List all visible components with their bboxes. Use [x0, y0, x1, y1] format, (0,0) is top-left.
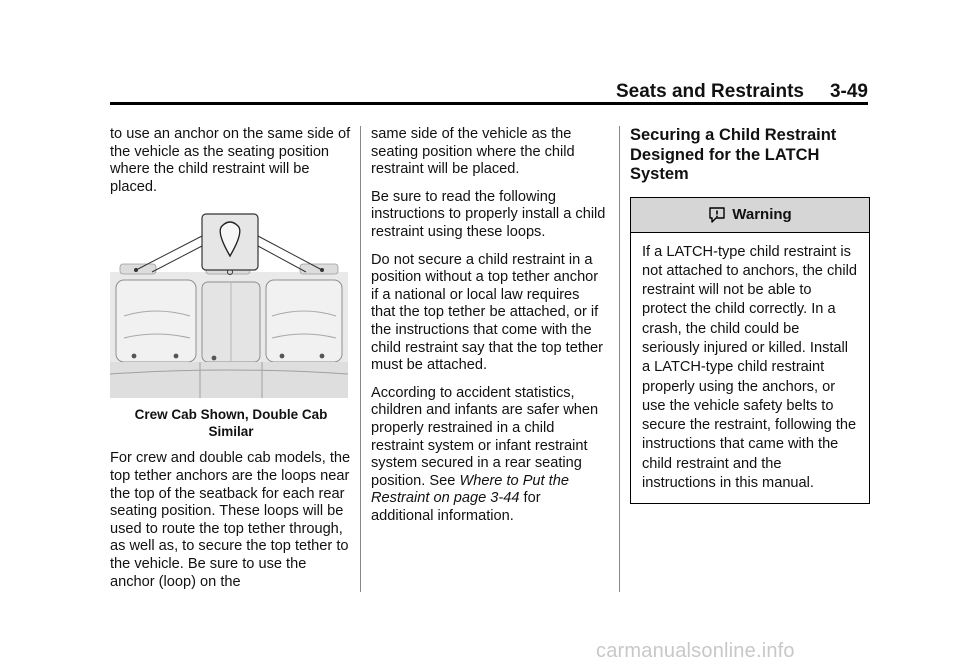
rear-seat-illustration — [110, 206, 348, 398]
cross-reference-link[interactable]: Where to Put the Restraint on page 3-44 — [371, 472, 569, 507]
paragraph — [371, 385, 607, 526]
column-1 — [110, 126, 352, 601]
text-span: According to accident statistics, children and infants are safer when properly restrained in a child restraint system or infant restraint system secured in a rear seating position. See — [371, 384, 599, 489]
warning-icon — [708, 206, 726, 224]
column-divider — [619, 126, 620, 592]
caption-line: Crew Cab Shown, Double Cab — [134, 407, 328, 423]
section-title: Seats and Restraints — [616, 81, 804, 102]
page-header — [110, 80, 868, 104]
page-number: 3-49 — [829, 81, 868, 102]
paragraph: to use an anchor on the same side of the vehicle as the seating position where the child restraint will be placed. — [110, 126, 351, 195]
text-span: for additional information. — [371, 490, 541, 524]
warning-title: Warning — [732, 205, 792, 223]
warning-text: If a LATCH-type child restraint is not attached to anchors, the child restraint will not be able to protect the child correctly. In a crash, the child could be seriously injured or killed. Install a LATCH-type child restraint properly using the anchors, or use the vehicle safety belts to secure the restraint, following the instructions that came with the child restraint and the instructions in this manual. — [642, 243, 857, 492]
column-divider — [360, 126, 361, 592]
column-3 — [630, 126, 870, 504]
watermark: carmanualsonline.info — [596, 640, 795, 662]
paragraph: Be sure to read the following instructions to properly install a child restraint using these loops. — [371, 188, 606, 240]
warning-header — [631, 198, 869, 233]
paragraph: Do not secure a child restraint in a position without a top tether anchor if a national or local law requires that the top tether be attached, or if the instructions that come with the child restraint say that the top tether must be attached. — [371, 251, 604, 374]
figure-caption — [110, 406, 352, 440]
paragraph: For crew and double cab models, the top tether anchors are the loops near the top of the seatback for each rear seating position. These loops will be used to route the top tether through, as well as, to secure the top tether to the vehicle. Be sure to use the anchor (loop) on the — [110, 450, 351, 590]
column-2 — [371, 126, 607, 535]
caption-line: Similar — [208, 424, 254, 440]
section-heading: Securing a Child Restraint Designed for the LATCH System — [630, 126, 837, 183]
paragraph: same side of the vehicle as the seating position where the child restraint will be placed. — [371, 126, 575, 178]
header-rule — [110, 102, 868, 105]
warning-box — [630, 197, 870, 505]
